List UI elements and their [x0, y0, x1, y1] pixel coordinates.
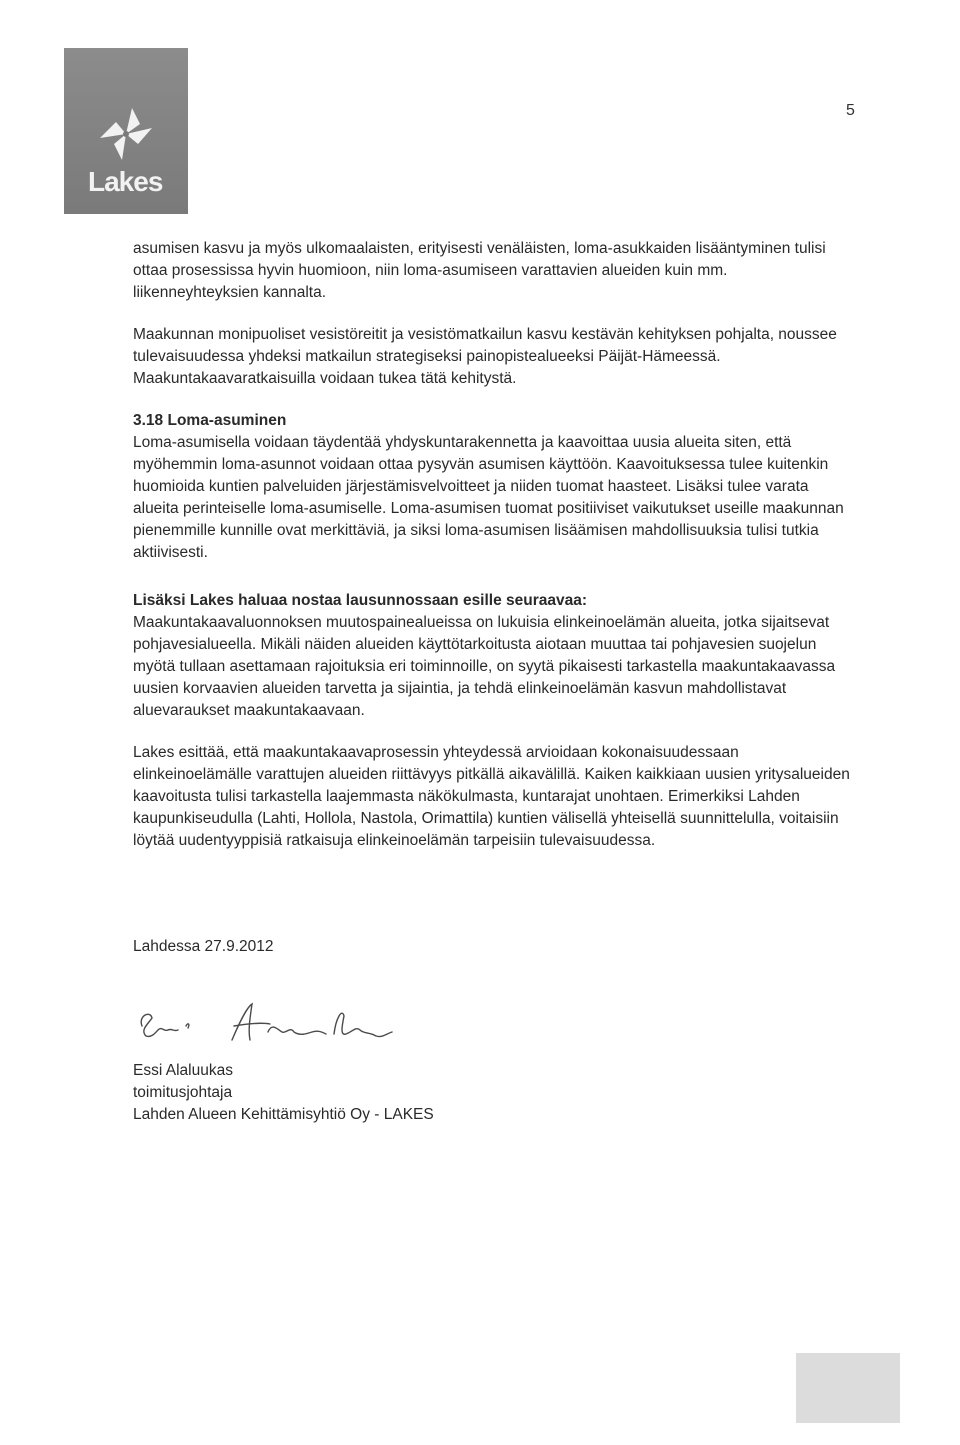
lakes-heading: Lisäksi Lakes haluaa nostaa lausunnossaan esille seuraavaa: [133, 592, 588, 609]
signer-title: toimitusjohtaja [133, 1084, 233, 1101]
pinwheel-logo-icon [94, 102, 158, 166]
signer-organization: Lahden Alueen Kehittämisyhtiö Oy - LAKES [133, 1106, 434, 1123]
paragraph: Maakunnan monipuoliset vesistöreitit ja vesistömatkailun kasvu kestävän kehityksen pohjalta, noussee tulevaisuudessa yhdeksi matkailun strategiseksi painopistealueeksi Päijät-Hämeessä. Maakuntakaavaratkaisuilla voidaan tukea tätä kehitystä. [133, 326, 837, 387]
section-heading: 3.18 Loma-asuminen [133, 412, 287, 429]
signature-block [133, 1060, 434, 1126]
lakes-paragraph-1: Maakuntakaavaluonnoksen muutospainealueissa on lukuisia elinkeinoelämän alueita, jotka sijaitsevat pohjavesialueella. Mikäli näiden alueiden käyttötarkoitusta aiotaan muuttaa tai pohjavesien suojelun myötä tullaan asettamaan rajoituksia eri toiminnoille, on syytä pikaisesti tarkastella maakuntakaavassa uusien korvaavien alueiden tarvetta ja sijaintia, ja tehdä elinkeinoelämän kasvun mahdollistavat aluevaraukset maakuntakaavaan. [133, 614, 836, 719]
lakes-logo [64, 48, 188, 214]
paragraph: asumisen kasvu ja myös ulkomaalaisten, erityisesti venäläisten, loma-asukkaiden lisääntyminen tulisi ottaa prosessissa hyvin huomioon, niin loma-asumiseen varattavien alueiden kuin mm. liikenneyhteyksien kannalta. [133, 240, 826, 301]
signer-name: Essi Alaluukas [133, 1062, 233, 1079]
page-number: 5 [846, 102, 855, 119]
logo-wordmark: Lakes [88, 166, 163, 197]
lakes-paragraph-2: Lakes esittää, että maakuntakaavaprosessin yhteydessä arvioidaan kokonaisuudessaan elinkeinoelämälle varattujen alueiden riittävyys pitkällä aikavälillä. Kaiken kaikkiaan uusien yritysalueiden kaavoitusta tulisi tarkastella laajemmasta näkökulmasta, kuntarajat unohtaen. Erimerkiksi Lahden kaupunkiseudulla (Lahti, Hollola, Nastola, Orimattila) kuntien välisellä yhteisellä suunnittelulla, voitaisiin löytää uudentyyppisiä ratkaisuja elinkeinoelämän tarpeisiin tulevaisuudessa. [133, 744, 850, 849]
section-paragraph: Loma-asumisella voidaan täydentää yhdyskuntarakennetta ja kaavoittaa uusia alueita siten, että myöhemmin loma-asunnot voidaan ottaa pysyvän asumisen käyttöön. Kaavoituksessa tulee kuitenkin huomioida kuntien palveluiden järjestämisvelvoitteet ja niiden tuomat haasteet. Lisäksi tulee varata alueita perinteiselle loma-asumiselle. Loma-asumisen tuomat positiiviset vaikutukset useille maakunnan pienemmille kunnille ovat merkittäviä, ja siksi loma-asumisen lisäämisen mahdollisuuksia tulisi tutkia aktiivisesti. [133, 434, 844, 561]
handwritten-signature [136, 996, 396, 1057]
document-body [133, 238, 853, 872]
date-line: Lahdessa 27.9.2012 [133, 938, 274, 955]
corner-stamp [796, 1353, 900, 1423]
